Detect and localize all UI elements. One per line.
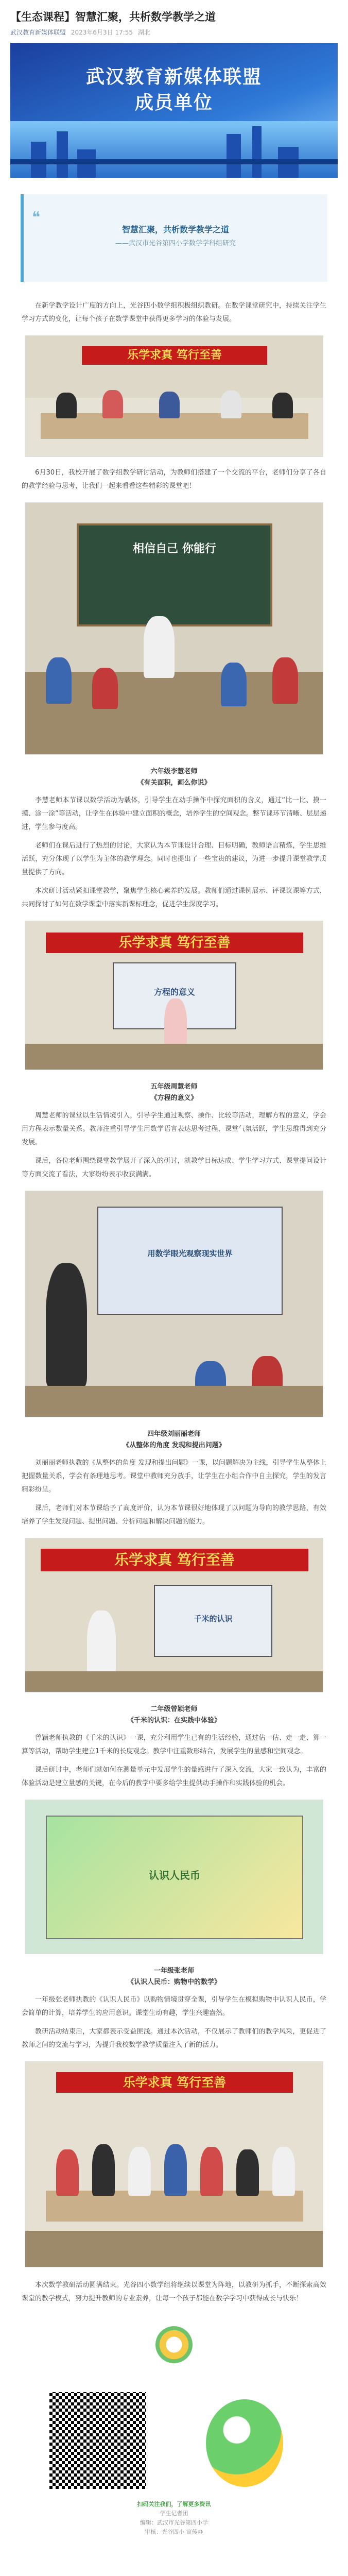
- paragraph: 课后，各位老师围绕课堂教学展开了深入的研讨，就教学目标达成、学生学习方式、课堂提问设计等方面交流了看法，大家纷纷表示收获满满。: [22, 1157, 326, 1178]
- footer-text-block: [10, 2500, 338, 2537]
- classroom-floor: [25, 1044, 323, 1070]
- caption-title: 四年级刘丽丽老师: [147, 1430, 201, 1438]
- skyline-building: [57, 131, 68, 178]
- section-title: 智慧汇聚，共析数学教学之道: [121, 225, 229, 234]
- paragraph: 李慧老师本节课以数学活动为载体，引导学生在动手操作中探究面积的含义，通过“比一比、摸一摸、涂一涂”等活动，让学生在体验中建立面积的概念，培养学生的空间观念。整节课环节清晰、层层递进，学生参与度高。: [22, 796, 326, 831]
- classroom-floor: [25, 1671, 323, 1692]
- blackboard-text: 相信自己 你能行: [133, 543, 216, 555]
- classroom-floor: [25, 1386, 323, 1417]
- person: [236, 2149, 259, 2196]
- photo-classroom: [25, 502, 323, 755]
- photo-presentation: [25, 1191, 323, 1417]
- photo-classroom-2: [25, 1538, 323, 1692]
- caption-subtitle: 《从整体的角度 发现和提出问题》: [123, 1442, 225, 1449]
- footer-editor: 编辑：武汉市光谷第四小学: [140, 2519, 208, 2526]
- photo-lecture: [25, 921, 323, 1070]
- slogan-banner: 乐学求真 笃行至善: [41, 1549, 308, 1571]
- slogan-banner: 乐学求真 笃行至善: [56, 2072, 293, 2093]
- paragraph: 在新学教学设计广度的方向上，光谷四小数学组积极组织教研。在数学课堂研究中，持续关注学生学习方式的变化，让每个孩子在数学课堂中获得更多学习的体验与发展。: [22, 302, 326, 323]
- caption-title: 一年级张老师: [153, 1967, 194, 1975]
- paragraph: 老师们在课后进行了热烈的讨论，大家认为本节课设计合理、目标明确，教师语言精炼，学生思维活跃，充分体现了以学生为主体的教学理念。同时也提出了一些宝贵的建议，为进一步提升课堂教学质量提供了方向。: [22, 842, 326, 876]
- paragraph: 曾颖老师执教的《千米的认识》一课，充分利用学生已有的生活经验，通过估一估、走一走、算一算等活动，帮助学生建立1千米的长度观念。教学中注重数形结合，发展学生的量感和空间观念。: [22, 1734, 326, 1755]
- footer-reviewer: 审核：光谷四小 宣传办: [145, 2529, 203, 2535]
- person: [92, 2144, 115, 2196]
- student: [92, 668, 118, 709]
- article-title: 【生态课程】智慧汇聚，共析数学教学之道: [10, 11, 216, 23]
- paragraph: 课后，老师们对本节课给予了高度评价，认为本节课很好地体现了以问题为导向的教学思路，有效培养了学生发现问题、提出问题、分析问题和解决问题的能力。: [22, 1504, 326, 1526]
- paragraph: 本次数学教研活动圆满结束。光谷四小数学组将继续以课堂为阵地，以教研为抓手，不断探索高效课堂的教学模式，努力提升教师的专业素养，让每一个孩子都能在数学学习中获得成长与快乐！: [22, 2281, 326, 2302]
- caption-title: 六年级李慧老师: [150, 768, 198, 775]
- caption-subtitle: 《认识人民币：购物中的数学》: [127, 1978, 221, 1986]
- article-author-link[interactable]: 武汉教育新媒体联盟: [10, 29, 66, 36]
- article-meta: [0, 28, 348, 43]
- footer-follow-text: 扫码关注我们，了解更多资讯: [137, 2501, 211, 2507]
- photo-slide: [25, 1800, 323, 1954]
- header-banner: [10, 43, 338, 178]
- teacher: [144, 616, 175, 678]
- paragraph: 一年级张老师执教的《认识人民币》以购物情境贯穿全课，引导学生在模拟购物中认识人民币，学会简单的计算，培养学生的应用意识。课堂生动有趣，学生兴趣盎然。: [22, 1996, 326, 2017]
- end-emblem: [155, 2326, 193, 2363]
- caption-subtitle: 《千米的认识：在实践中体验》: [127, 1717, 221, 1724]
- banner-subtitle: 成员单位: [134, 92, 213, 113]
- section-header-card: [21, 194, 327, 282]
- person: [272, 393, 293, 418]
- caption-subtitle: 《有关面积，画么你说》: [137, 779, 211, 787]
- banner-skyline: [10, 121, 338, 178]
- quote-icon: ❝: [32, 209, 41, 227]
- person: [159, 392, 180, 418]
- student: [272, 657, 298, 704]
- footer-card: [10, 2384, 338, 2538]
- qr-pattern: [49, 2392, 146, 2489]
- person: [200, 2147, 223, 2196]
- photo-meeting: [25, 335, 323, 457]
- skyline-building: [227, 134, 241, 178]
- qr-code[interactable]: [46, 2389, 149, 2492]
- article-date: 2023年6月3日 17:55: [71, 29, 133, 36]
- person: [221, 391, 241, 418]
- mascot-image: [206, 2399, 283, 2487]
- footer-credit: 学生记者团: [160, 2510, 188, 2517]
- screen-text: 方程的意义: [153, 987, 195, 997]
- paragraph: 周慧老师的课堂以生活情境引入，引导学生通过观察、操作、比较等活动，理解方程的意义，学会用方程表示数量关系。教师注重引导学生用数学语言表达思考过程，课堂气氛活跃，学生思维得到充分发展。: [22, 1112, 326, 1146]
- section-subtitle: ——武汉市光谷第四小学数学学科组研究: [115, 240, 236, 247]
- screen-text: 认识人民币: [149, 1869, 200, 1882]
- paragraph: 教研活动结束后，大家都表示受益匪浅。通过本次活动，不仅展示了教师们的教学风采，更促进了教师之间的交流与学习，为提升我校数学教学质量注入了新的活力。: [22, 2028, 326, 2049]
- paragraph: 6月30日，我校开展了数学组教学研讨活动，为教师们搭建了一个交流的平台，老师们分享了各自的教学经验与思考，让我们一起来看看这些精彩的课堂吧！: [22, 469, 326, 490]
- person: [56, 393, 77, 418]
- slogan-banner: 乐学求真 笃行至善: [82, 346, 267, 365]
- screen-text: 千米的认识: [194, 1614, 233, 1623]
- person: [164, 2144, 187, 2196]
- room-floor: [25, 2231, 323, 2267]
- person: [128, 2147, 151, 2196]
- paragraph: 刘丽丽老师执教的《从整体的角度 发现和提出问题》一课，以问题解决为主线，引导学生从整体上把握数量关系，学会有条理地思考。课堂中教师充分放手，让学生在小组合作中自主探究，学生的发言精彩纷呈。: [22, 1459, 326, 1494]
- slogan-banner: 乐学求真 笃行至善: [46, 933, 303, 953]
- student: [46, 657, 72, 704]
- caption-subtitle: 《方程的意义》: [150, 1094, 198, 1102]
- caption-title: 五年级周慧老师: [150, 1083, 198, 1091]
- paragraph: 课后研讨中，老师们就如何在测量单元中发展学生的量感进行了深入交流，大家一致认为，丰富的体验活动是建立量感的关键，在今后的教学中要多给学生提供动手操作和实践体验的机会。: [22, 1766, 326, 1787]
- skyline-bridge: [10, 159, 338, 164]
- article-location: 湖北: [137, 29, 150, 36]
- photo-wall: [25, 336, 323, 398]
- teacher: [46, 1263, 87, 1387]
- caption-title: 二年级曾颖老师: [150, 1705, 198, 1713]
- screen-text: 用数学眼光观察现实世界: [147, 1249, 233, 1258]
- projector-screen: [97, 1207, 283, 1315]
- person: [272, 2147, 295, 2196]
- skyline-building: [252, 126, 262, 178]
- person: [102, 390, 123, 418]
- student: [221, 663, 247, 706]
- photo-group: [25, 2061, 323, 2267]
- paragraph: 本次研讨活动紧扣课堂教学，聚焦学生核心素养的发展。教师们通过课例展示、评课议课等方式，共同探讨了如何在数学课堂中落实新课标理念，促进学生深度学习。: [22, 887, 326, 908]
- banner-title: 武汉教育新媒体联盟: [85, 66, 262, 88]
- person: [56, 2149, 79, 2196]
